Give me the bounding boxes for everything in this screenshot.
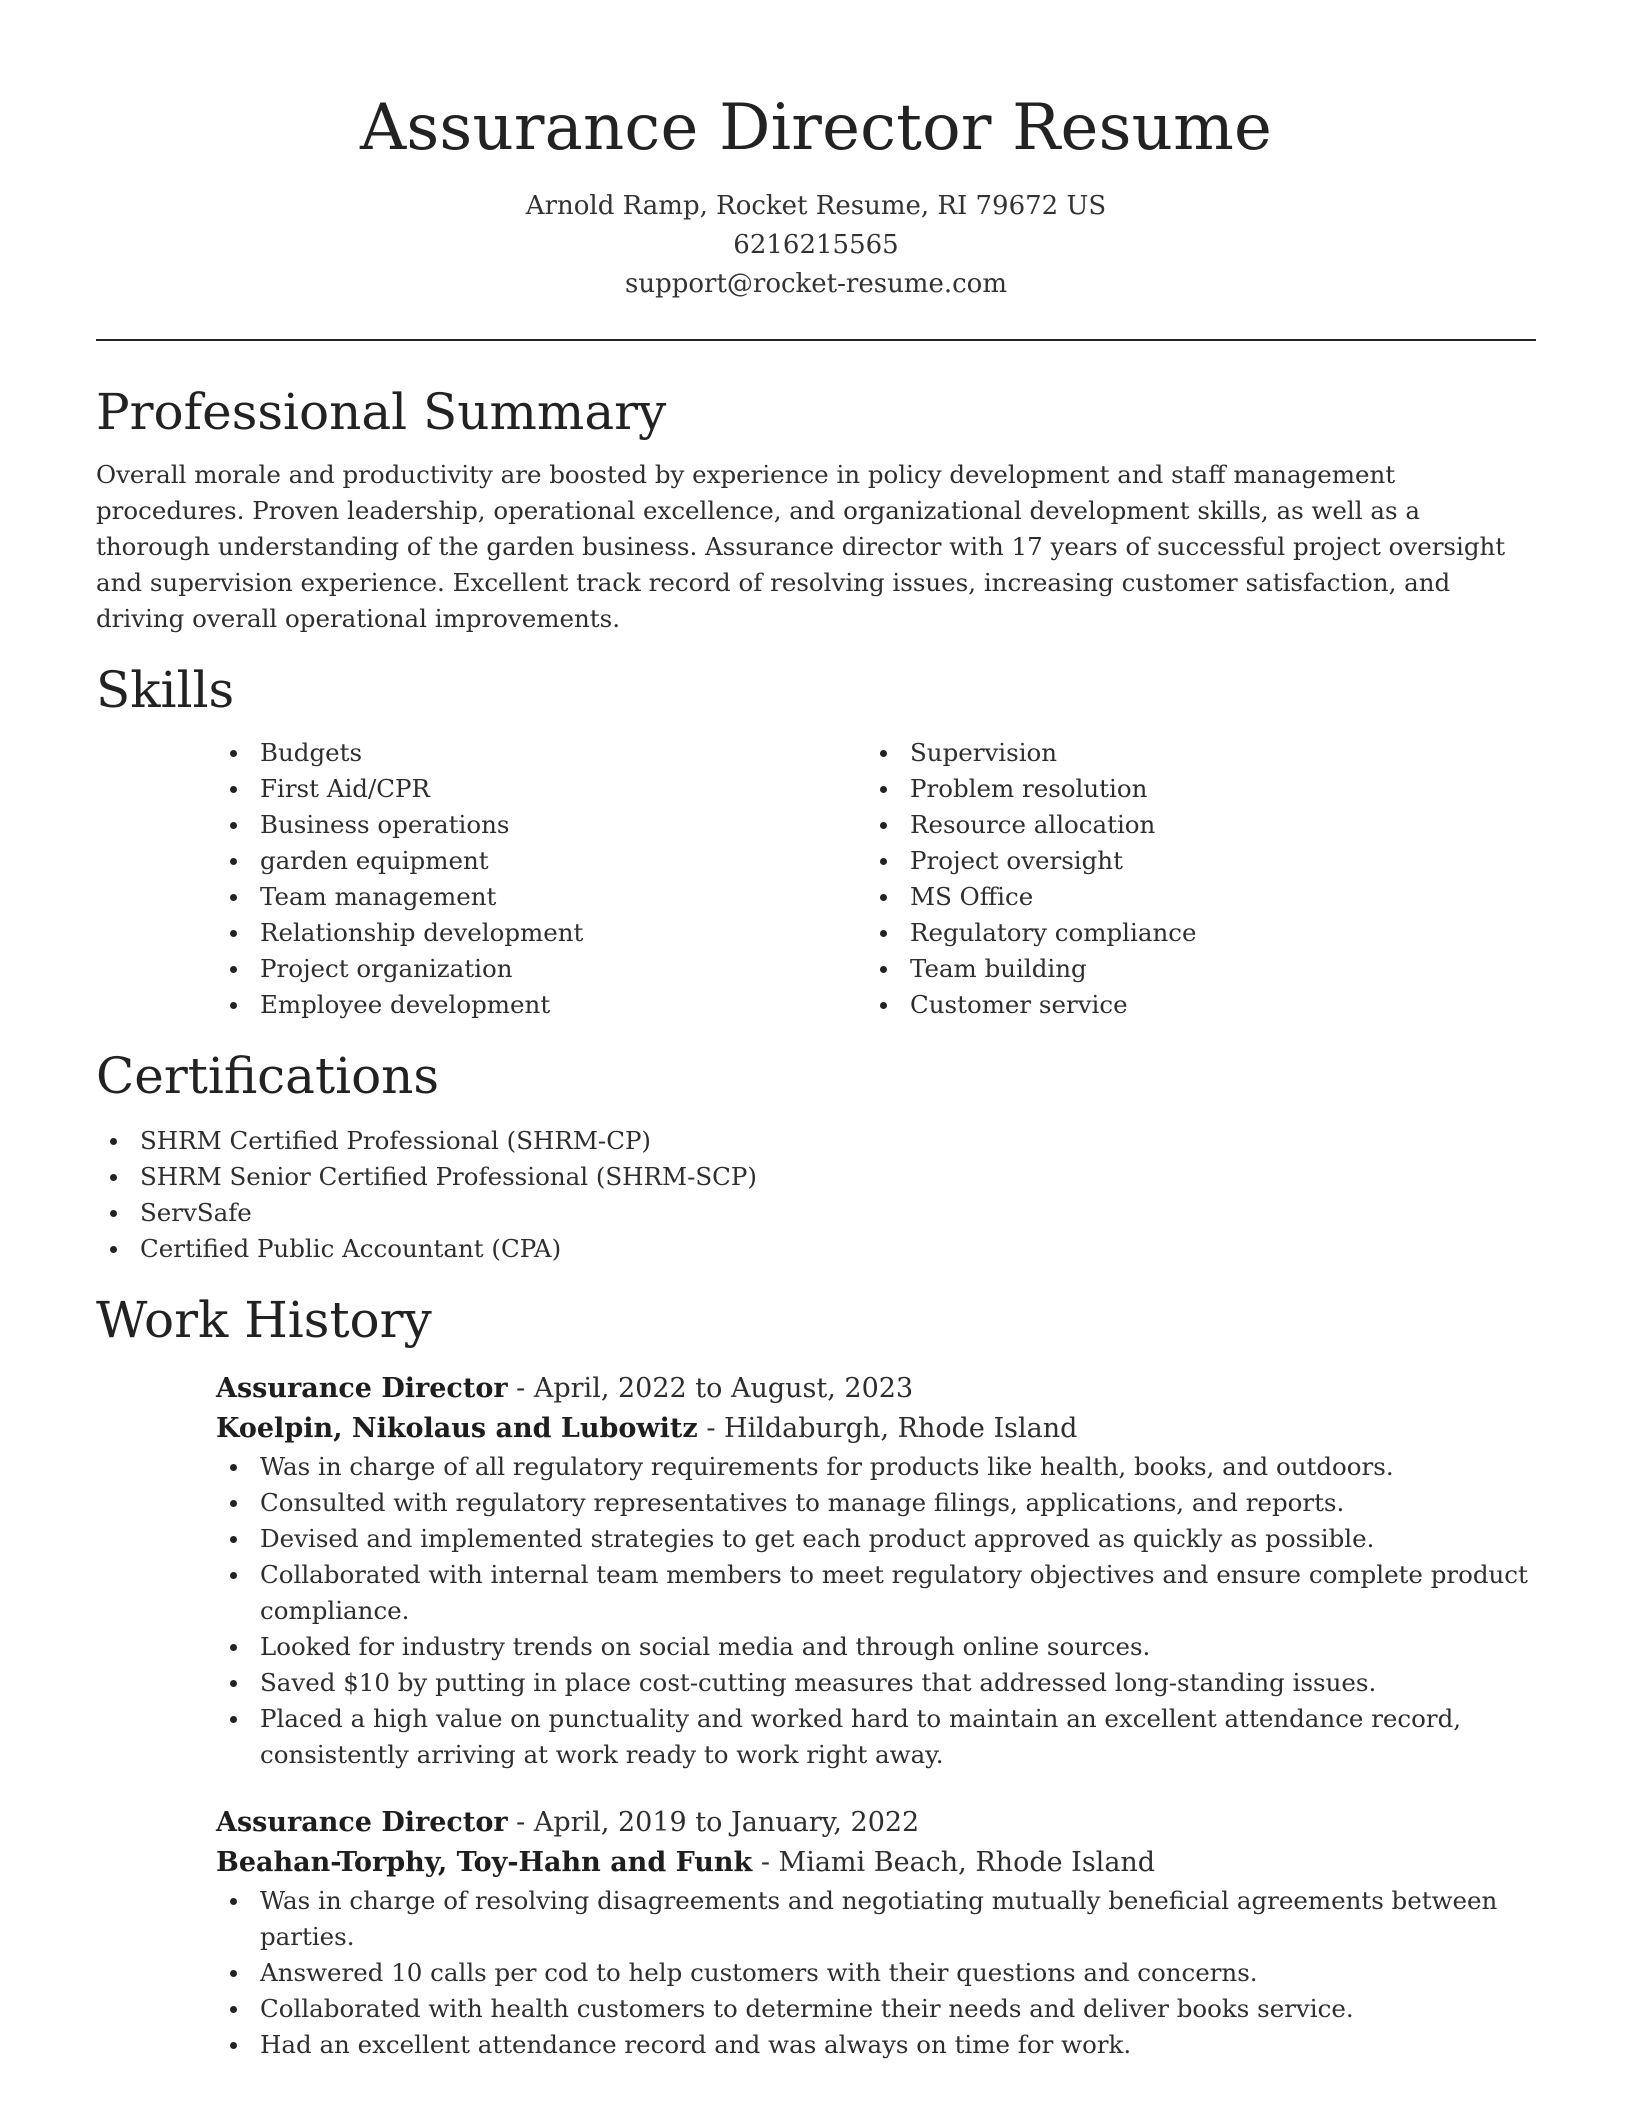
list-item: Project organization (216, 951, 866, 987)
summary-text: Overall morale and productivity are boosted by experience in policy development and staff management procedures. Proven leadership, operational excellence, and organizational development skills, as well as a thorough understanding of the garden business. Assurance director with 17 years of successful project oversight and supervision experience. Excellent track record of resolving issues, increasing customer satisfaction, and driving overall operational improvements. (96, 460, 1506, 633)
job-location: - Hildaburgh, Rhode Island (697, 1413, 1078, 1444)
work-history-heading: Work History (96, 1291, 432, 1349)
list-item: Had an excellent attendance record and was always on time for work. (216, 2027, 1536, 2063)
resume-page (96, 0, 1536, 2063)
list-item: garden equipment (216, 843, 866, 879)
list-item: Business operations (216, 807, 866, 843)
list-item: Placed a high value on punctuality and worked hard to maintain an excellent attendance record, consistently arriving at work ready to work right away. (216, 1701, 1536, 1773)
job-entry (216, 1803, 1536, 2063)
job-company-line (216, 1843, 1536, 1883)
list-item: Certified Public Accountant (CPA) (96, 1231, 1536, 1267)
list-item: Saved $10 by putting in place cost-cutting measures that addressed long-standing issues. (216, 1665, 1536, 1701)
certifications-list (96, 1123, 1536, 1267)
skills-section (96, 655, 1536, 1023)
job-company: Beahan-Torphy, Toy-Hahn and Funk (216, 1847, 753, 1878)
certifications-section (96, 1041, 1536, 1267)
certifications-heading: Certifications (96, 1047, 440, 1105)
list-item: MS Office (866, 879, 1516, 915)
phone-number: 6216215565 (733, 230, 899, 260)
list-item: Collaborated with internal team members to meet regulatory objectives and ensure complete product compliance. (216, 1557, 1536, 1629)
list-item: SHRM Senior Certified Professional (SHRM-SCP) (96, 1159, 1536, 1195)
header-divider (96, 339, 1536, 341)
list-item: Devised and implemented strategies to get each product approved as quickly as possible. (216, 1521, 1536, 1557)
summary-heading: Professional Summary (96, 383, 667, 441)
list-item: Problem resolution (866, 771, 1516, 807)
job-bullets (96, 1449, 1536, 1773)
skills-columns (216, 735, 1536, 1023)
job-title: Assurance Director (216, 1807, 508, 1838)
contact-info (96, 187, 1536, 304)
list-item: Supervision (866, 735, 1516, 771)
job-dates: - April, 2019 to January, 2022 (507, 1807, 920, 1838)
list-item: Team building (866, 951, 1516, 987)
skills-heading: Skills (96, 661, 235, 719)
job-entry (216, 1369, 1536, 1773)
skills-list-left (216, 735, 866, 1023)
job-title-line (216, 1369, 1536, 1409)
list-item: ServSafe (96, 1195, 1536, 1231)
list-item: Team management (216, 879, 866, 915)
work-history-section (96, 1285, 1536, 2063)
job-bullets (96, 1883, 1536, 2063)
job-location: - Miami Beach, Rhode Island (752, 1847, 1156, 1878)
list-item: SHRM Certified Professional (SHRM-CP) (96, 1123, 1536, 1159)
list-item: Collaborated with health customers to determine their needs and deliver books service. (216, 1991, 1536, 2027)
job-title-line (216, 1803, 1536, 1843)
email-address: support@rocket-resume.com (624, 269, 1007, 299)
list-item: Project oversight (866, 843, 1516, 879)
resume-title: Assurance Director Resume (359, 91, 1273, 165)
list-item: Customer service (866, 987, 1516, 1023)
list-item: Regulatory compliance (866, 915, 1516, 951)
job-title: Assurance Director (216, 1373, 508, 1404)
address: Arnold Ramp, Rocket Resume, RI 79672 US (525, 191, 1107, 221)
list-item: Relationship development (216, 915, 866, 951)
job-company: Koelpin, Nikolaus and Lubowitz (216, 1413, 698, 1444)
list-item: Consulted with regulatory representatives to manage filings, applications, and reports. (216, 1485, 1536, 1521)
list-item: Was in charge of resolving disagreements and negotiating mutually beneficial agreements between parties. (216, 1883, 1536, 1955)
list-item: Resource allocation (866, 807, 1516, 843)
resume-header (96, 0, 1536, 304)
list-item: Was in charge of all regulatory requirements for products like health, books, and outdoors. (216, 1449, 1536, 1485)
summary-section (96, 377, 1536, 637)
list-item: Employee development (216, 987, 866, 1023)
list-item: Budgets (216, 735, 866, 771)
job-company-line (216, 1409, 1536, 1449)
list-item: Looked for industry trends on social media and through online sources. (216, 1629, 1536, 1665)
list-item: Answered 10 calls per cod to help customers with their questions and concerns. (216, 1955, 1536, 1991)
skills-list-right (866, 735, 1516, 1023)
job-dates: - April, 2022 to August, 2023 (507, 1373, 914, 1404)
list-item: First Aid/CPR (216, 771, 866, 807)
